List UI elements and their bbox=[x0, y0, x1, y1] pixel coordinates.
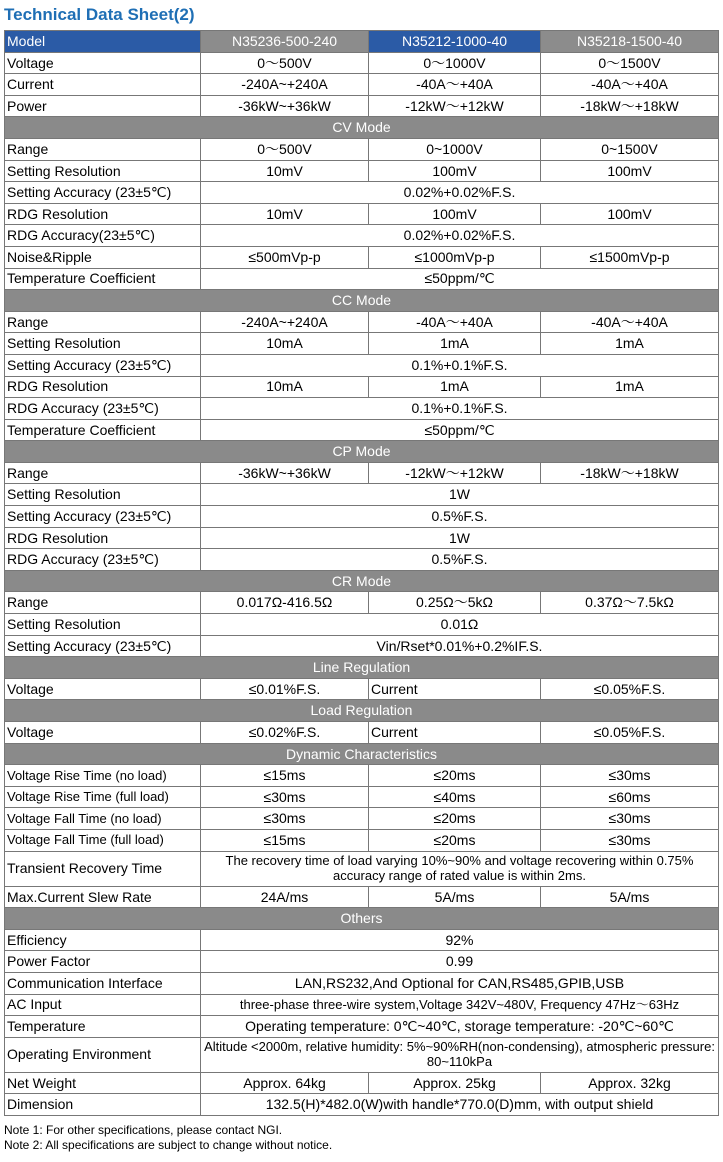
row-label: Current bbox=[5, 74, 201, 96]
model-label: Model bbox=[5, 31, 201, 53]
row-label: Transient Recovery Time bbox=[5, 851, 201, 886]
row-label: RDG Accuracy (23±5℃) bbox=[5, 549, 201, 571]
cell: 10mV bbox=[201, 203, 369, 225]
table-row bbox=[5, 333, 719, 355]
table-row bbox=[5, 1016, 719, 1038]
spec-table bbox=[4, 30, 719, 1116]
notes bbox=[4, 1123, 332, 1153]
cell: 0.02%+0.02%F.S. bbox=[201, 182, 719, 204]
note-2: Note 2: All specifications are subject to change without notice. bbox=[4, 1138, 333, 1152]
cell: -240A~+240A bbox=[201, 74, 369, 96]
cell: Approx. 64kg bbox=[201, 1072, 369, 1094]
row-label: Setting Accuracy (23±5℃) bbox=[5, 635, 201, 657]
header-row bbox=[5, 31, 719, 53]
cell: 5A/ms bbox=[369, 886, 541, 908]
table-row bbox=[5, 1037, 719, 1072]
row-label: Setting Resolution bbox=[5, 614, 201, 636]
section-title: CV Mode bbox=[5, 117, 719, 139]
cell: 1mA bbox=[369, 376, 541, 398]
table-row bbox=[5, 951, 719, 973]
cell: Current bbox=[369, 722, 541, 744]
cell: 0.99 bbox=[201, 951, 719, 973]
section-header-line-regulation bbox=[5, 657, 719, 679]
row-label: Setting Resolution bbox=[5, 333, 201, 355]
row-label: Voltage bbox=[5, 722, 201, 744]
table-row bbox=[5, 614, 719, 636]
table-row bbox=[5, 678, 719, 700]
row-label: Voltage bbox=[5, 678, 201, 700]
table-row bbox=[5, 419, 719, 441]
cell: 0～500V bbox=[201, 138, 369, 160]
table-row bbox=[5, 808, 719, 830]
table-row bbox=[5, 95, 719, 117]
cell: 0.25Ω～5kΩ bbox=[369, 592, 541, 614]
cell: -240A~+240A bbox=[201, 311, 369, 333]
row-label: Communication Interface bbox=[5, 972, 201, 994]
row-label: Voltage Fall Time (full load) bbox=[5, 829, 201, 851]
cell: 0~1000V bbox=[369, 138, 541, 160]
row-label: RDG Accuracy (23±5℃) bbox=[5, 398, 201, 420]
row-label: Power bbox=[5, 95, 201, 117]
table-row bbox=[5, 311, 719, 333]
cell: 100mV bbox=[369, 160, 541, 182]
row-label: Power Factor bbox=[5, 951, 201, 973]
cell: Altitude <2000m, relative humidity: 5%~90%RH(non-condensing), atmospheric pressure: 80~110kPa bbox=[201, 1037, 719, 1072]
row-label: RDG Resolution bbox=[5, 527, 201, 549]
row-label: RDG Resolution bbox=[5, 376, 201, 398]
table-row bbox=[5, 851, 719, 886]
cell: 1W bbox=[201, 484, 719, 506]
table-row bbox=[5, 1094, 719, 1116]
row-label: Voltage Rise Time (full load) bbox=[5, 786, 201, 808]
cell: -18kW～+18kW bbox=[541, 95, 719, 117]
row-label: Setting Accuracy (23±5℃) bbox=[5, 506, 201, 528]
table-row bbox=[5, 52, 719, 74]
table-row bbox=[5, 462, 719, 484]
cell: -36kW~+36kW bbox=[201, 95, 369, 117]
table-row bbox=[5, 786, 719, 808]
row-label: Temperature bbox=[5, 1016, 201, 1038]
cell: ≤0.02%F.S. bbox=[201, 722, 369, 744]
cell: 1mA bbox=[541, 376, 719, 398]
cell: 10mA bbox=[201, 333, 369, 355]
cell: 0.01Ω bbox=[201, 614, 719, 636]
table-row bbox=[5, 765, 719, 787]
section-header-others bbox=[5, 908, 719, 930]
cell: -40A～+40A bbox=[369, 74, 541, 96]
cell: LAN,RS232,And Optional for CAN,RS485,GPIB,USB bbox=[201, 972, 719, 994]
row-label: Setting Accuracy (23±5℃) bbox=[5, 354, 201, 376]
row-label: Setting Accuracy (23±5℃) bbox=[5, 182, 201, 204]
table-row bbox=[5, 829, 719, 851]
row-label: AC Input bbox=[5, 994, 201, 1016]
cell: 100mV bbox=[541, 203, 719, 225]
row-label: Noise&Ripple bbox=[5, 246, 201, 268]
table-row bbox=[5, 376, 719, 398]
table-row bbox=[5, 203, 719, 225]
row-label: Voltage Rise Time (no load) bbox=[5, 765, 201, 787]
table-row bbox=[5, 246, 719, 268]
cell: ≤30ms bbox=[541, 765, 719, 787]
cell: -40A～+40A bbox=[541, 74, 719, 96]
cell: ≤60ms bbox=[541, 786, 719, 808]
table-row bbox=[5, 138, 719, 160]
cell: -40A～+40A bbox=[369, 311, 541, 333]
row-label: Temperature Coefficient bbox=[5, 419, 201, 441]
cell: three-phase three-wire system,Voltage 342V~480V, Frequency 47Hz～63Hz bbox=[201, 994, 719, 1016]
cell: -12kW～+12kW bbox=[369, 95, 541, 117]
table-row bbox=[5, 1072, 719, 1094]
table-row bbox=[5, 182, 719, 204]
cell: 0.5%F.S. bbox=[201, 549, 719, 571]
cell: The recovery time of load varying 10%~90% and voltage recovering within 0.75% accuracy range of rated value is within 2ms. bbox=[201, 851, 719, 886]
cell: ≤50ppm/℃ bbox=[201, 268, 719, 290]
row-label: Net Weight bbox=[5, 1072, 201, 1094]
table-row bbox=[5, 549, 719, 571]
cell: Approx. 32kg bbox=[541, 1072, 719, 1094]
cell: ≤30ms bbox=[541, 808, 719, 830]
cell: 0.5%F.S. bbox=[201, 506, 719, 528]
row-label: Setting Resolution bbox=[5, 484, 201, 506]
section-title: Dynamic Characteristics bbox=[5, 743, 719, 765]
row-label: Setting Resolution bbox=[5, 160, 201, 182]
section-title: CC Mode bbox=[5, 290, 719, 312]
model-3: N35218-1500-40 bbox=[541, 31, 719, 53]
cell: 1mA bbox=[541, 333, 719, 355]
table-row bbox=[5, 354, 719, 376]
table-row bbox=[5, 506, 719, 528]
section-title: CR Mode bbox=[5, 570, 719, 592]
page-title: Technical Data Sheet(2) bbox=[4, 5, 195, 24]
section-header-cc bbox=[5, 290, 719, 312]
table-row bbox=[5, 527, 719, 549]
cell: ≤30ms bbox=[201, 786, 369, 808]
row-label: Range bbox=[5, 138, 201, 160]
section-title: CP Mode bbox=[5, 441, 719, 463]
table-row bbox=[5, 398, 719, 420]
cell: -40A～+40A bbox=[541, 311, 719, 333]
table-row bbox=[5, 929, 719, 951]
cell: ≤15ms bbox=[201, 765, 369, 787]
section-title: Line Regulation bbox=[5, 657, 719, 679]
cell: ≤1000mVp-p bbox=[369, 246, 541, 268]
cell: ≤30ms bbox=[541, 829, 719, 851]
cell: 5A/ms bbox=[541, 886, 719, 908]
table-row bbox=[5, 886, 719, 908]
row-label: Operating Environment bbox=[5, 1037, 201, 1072]
row-label: Range bbox=[5, 311, 201, 333]
cell: ≤40ms bbox=[369, 786, 541, 808]
cell: 100mV bbox=[369, 203, 541, 225]
row-label: Range bbox=[5, 462, 201, 484]
cell: 0.37Ω～7.5kΩ bbox=[541, 592, 719, 614]
cell: 0～1500V bbox=[541, 52, 719, 74]
section-header-load-regulation bbox=[5, 700, 719, 722]
cell: ≤0.05%F.S. bbox=[541, 722, 719, 744]
table-row bbox=[5, 994, 719, 1016]
cell: 100mV bbox=[541, 160, 719, 182]
cell: 0.1%+0.1%F.S. bbox=[201, 398, 719, 420]
table-row bbox=[5, 722, 719, 744]
table-row bbox=[5, 268, 719, 290]
cell: -36kW~+36kW bbox=[201, 462, 369, 484]
table-row bbox=[5, 484, 719, 506]
cell: ≤0.05%F.S. bbox=[541, 678, 719, 700]
section-header-dynamic bbox=[5, 743, 719, 765]
model-1: N35236-500-240 bbox=[201, 31, 369, 53]
cell: ≤20ms bbox=[369, 808, 541, 830]
row-label: RDG Accuracy(23±5℃) bbox=[5, 225, 201, 247]
cell: 0.017Ω-416.5Ω bbox=[201, 592, 369, 614]
cell: 0~1500V bbox=[541, 138, 719, 160]
cell: ≤15ms bbox=[201, 829, 369, 851]
section-header-cv bbox=[5, 117, 719, 139]
row-label: Efficiency bbox=[5, 929, 201, 951]
row-label: Voltage bbox=[5, 52, 201, 74]
section-title: Others bbox=[5, 908, 719, 930]
cell: Vin/Rset*0.01%+0.2%IF.S. bbox=[201, 635, 719, 657]
row-label: RDG Resolution bbox=[5, 203, 201, 225]
table-row bbox=[5, 635, 719, 657]
row-label: Voltage Fall Time (no load) bbox=[5, 808, 201, 830]
cell: Approx. 25kg bbox=[369, 1072, 541, 1094]
cell: 92% bbox=[201, 929, 719, 951]
cell: -18kW～+18kW bbox=[541, 462, 719, 484]
cell: ≤0.01%F.S. bbox=[201, 678, 369, 700]
cell: 10mV bbox=[201, 160, 369, 182]
table-row bbox=[5, 225, 719, 247]
row-label: Max.Current Slew Rate bbox=[5, 886, 201, 908]
cell: 0.02%+0.02%F.S. bbox=[201, 225, 719, 247]
cell: ≤30ms bbox=[201, 808, 369, 830]
cell: 1mA bbox=[369, 333, 541, 355]
cell: 0～500V bbox=[201, 52, 369, 74]
cell: 132.5(H)*482.0(W)with handle*770.0(D)mm, with output shield bbox=[201, 1094, 719, 1116]
cell: ≤50ppm/℃ bbox=[201, 419, 719, 441]
table-row bbox=[5, 972, 719, 994]
cell: 0～1000V bbox=[369, 52, 541, 74]
cell: -12kW～+12kW bbox=[369, 462, 541, 484]
note-1: Note 1: For other specifications, please contact NGI. bbox=[4, 1123, 283, 1137]
model-2: N35212-1000-40 bbox=[369, 31, 541, 53]
section-title: Load Regulation bbox=[5, 700, 719, 722]
cell: ≤1500mVp-p bbox=[541, 246, 719, 268]
cell: ≤20ms bbox=[369, 765, 541, 787]
cell: ≤500mVp-p bbox=[201, 246, 369, 268]
row-label: Range bbox=[5, 592, 201, 614]
cell: Current bbox=[369, 678, 541, 700]
row-label: Temperature Coefficient bbox=[5, 268, 201, 290]
cell: 24A/ms bbox=[201, 886, 369, 908]
section-header-cr bbox=[5, 570, 719, 592]
cell: Operating temperature: 0℃~40℃, storage temperature: -20℃~60℃ bbox=[201, 1016, 719, 1038]
cell: ≤20ms bbox=[369, 829, 541, 851]
cell: 10mA bbox=[201, 376, 369, 398]
section-header-cp bbox=[5, 441, 719, 463]
table-row bbox=[5, 74, 719, 96]
table-row bbox=[5, 160, 719, 182]
cell: 0.1%+0.1%F.S. bbox=[201, 354, 719, 376]
cell: 1W bbox=[201, 527, 719, 549]
table-row bbox=[5, 592, 719, 614]
row-label: Dimension bbox=[5, 1094, 201, 1116]
